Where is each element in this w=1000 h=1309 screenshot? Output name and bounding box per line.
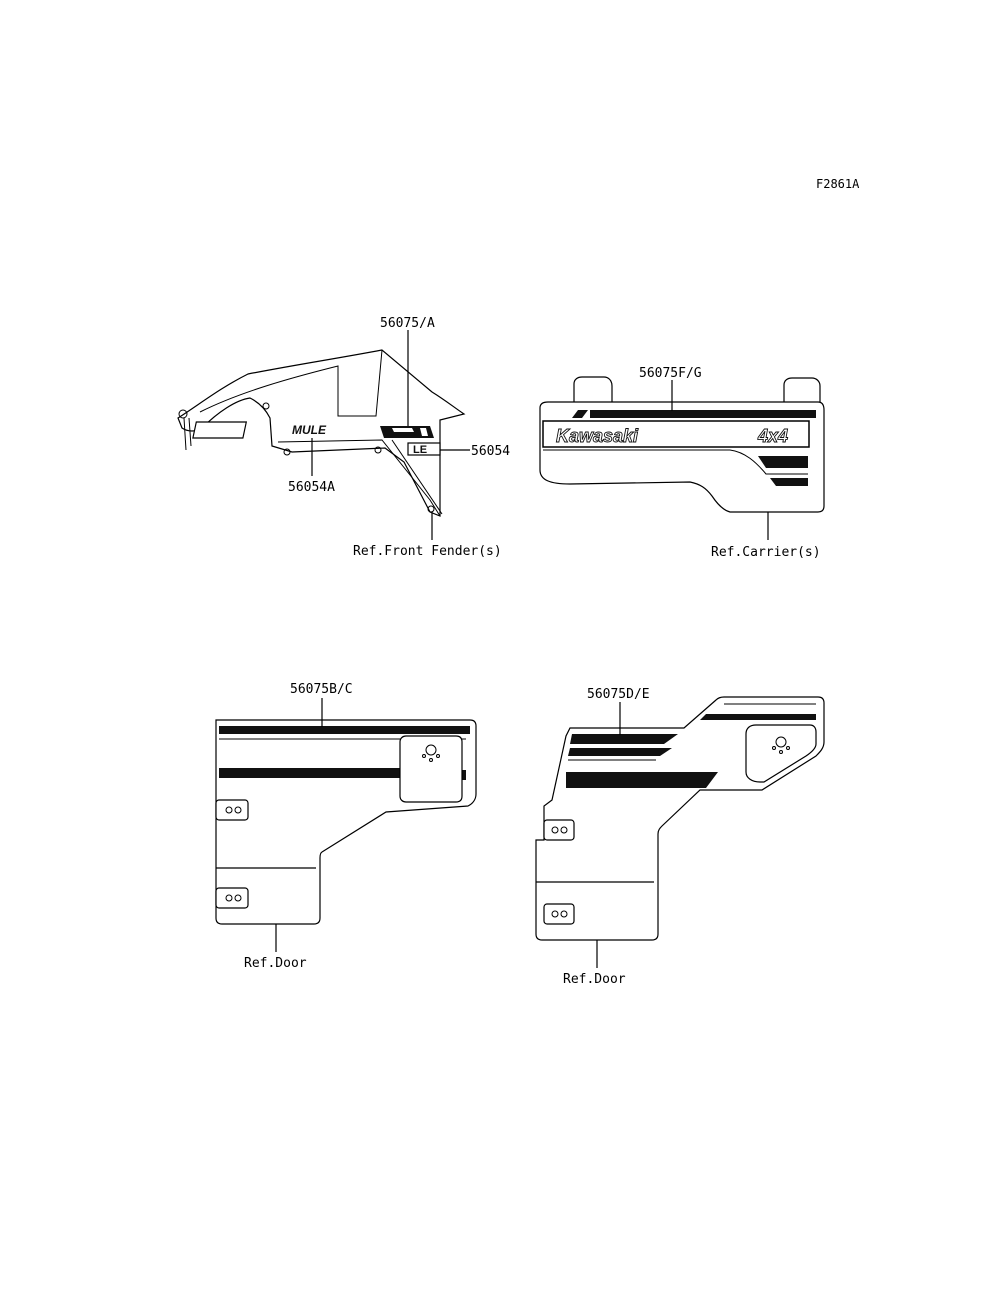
left-door-hinge-upper [216,800,248,820]
right-door-upper-stripe [570,734,678,744]
callout-56075fg: 56075F/G [639,366,702,381]
le-decal-text: LE [413,444,428,456]
ref-carrier: Ref.Carrier(s) [711,545,821,560]
right-door-lower-stripe [566,772,718,788]
ref-door-left: Ref.Door [244,956,307,971]
ref-door-right: Ref.Door [563,972,626,987]
four-by-four-decal-text: 4x4 [758,426,789,446]
left-door-top-stripe [219,726,470,734]
left-door-assembly [216,682,476,971]
carrier-top-stripe [590,410,816,418]
left-door-hinge-lower [216,888,248,908]
mule-decal-text: MULE [292,423,326,437]
ref-front-fender: Ref.Front Fender(s) [353,544,502,559]
right-door-upper-stripe-2 [568,748,672,756]
mule-decal [193,422,327,438]
right-door-top-stripe [700,714,816,720]
callout-56054: 56054 [471,444,511,459]
left-door-mid-stripe [219,768,400,778]
right-door-assembly [536,687,824,987]
callout-56075de: 56075D/E [587,687,650,702]
carrier-assembly [540,366,824,560]
carrier-lower-black [758,456,808,468]
callout-56054a: 56054A [288,480,335,495]
left-door-latch-plate [400,736,462,802]
right-door-hinge-upper [544,820,574,840]
front-fender-assembly [178,316,510,559]
carrier-lower-black-2 [770,478,808,486]
right-door-hinge-lower [544,904,574,924]
side-stripe-decal [380,426,434,438]
callout-56075bc: 56075B/C [290,682,353,697]
carrier-tab-right [784,378,820,403]
kawasaki-decal-text: Kawasaki [556,426,639,446]
callout-56075a: 56075/A [380,316,435,331]
figure-code: F2861A [816,177,860,191]
carrier-tab-left [574,377,612,403]
le-decal [408,443,440,456]
